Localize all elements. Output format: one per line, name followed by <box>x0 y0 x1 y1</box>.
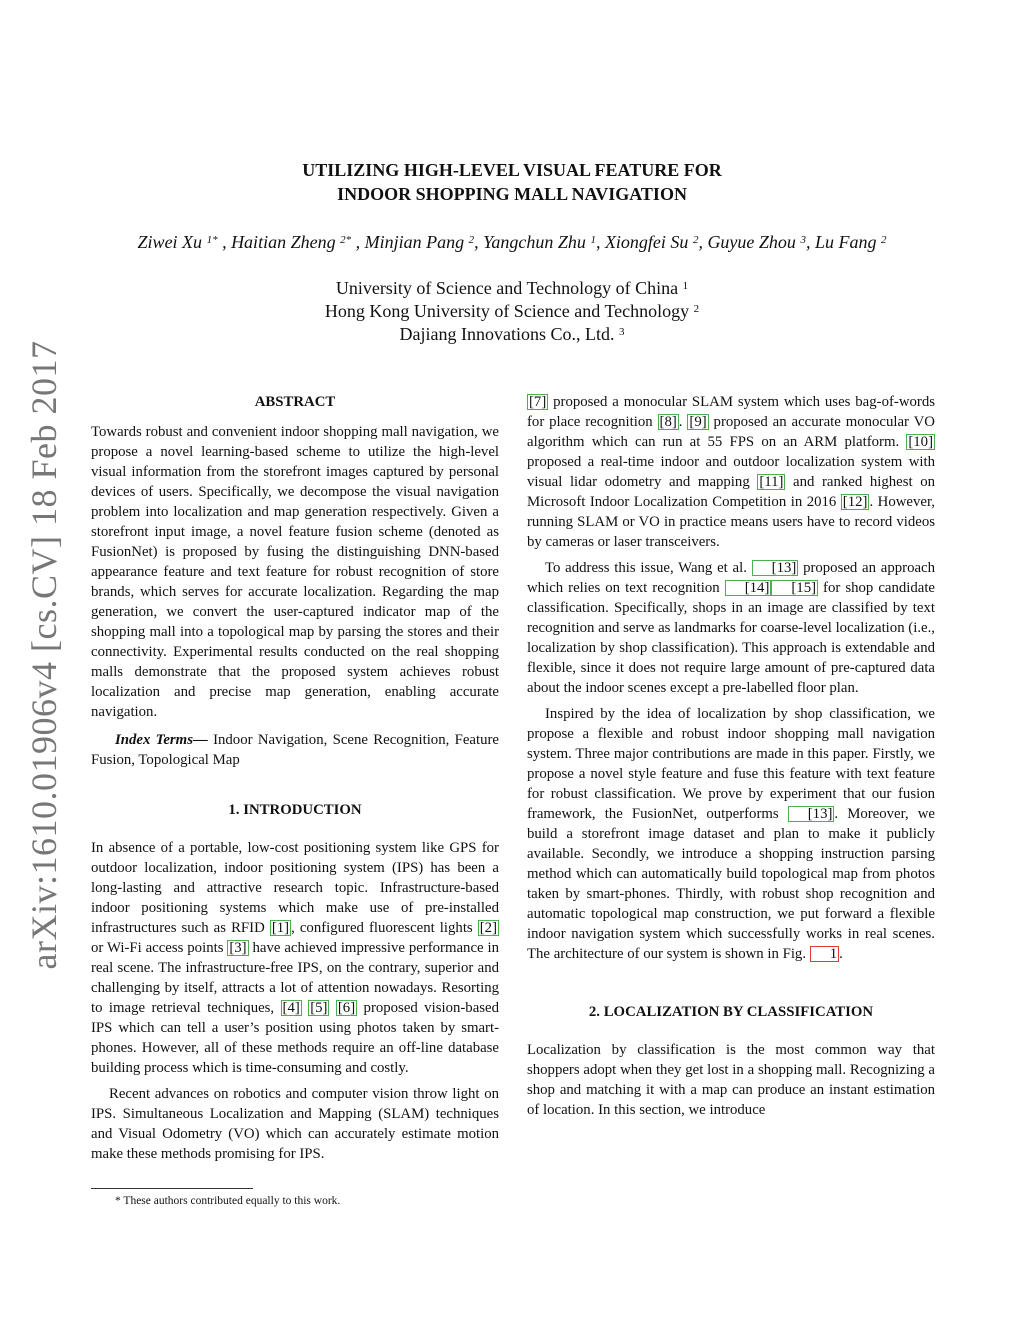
author: Haitian Zheng $^{2*}$ , <box>231 232 365 252</box>
footnote <box>91 1188 499 1207</box>
figure-link[interactable]: 1 <box>810 946 839 962</box>
index-terms-list: Indoor Navigation, Scene Recognition, Feature Fusion, Topological Map <box>91 732 499 768</box>
author: Ziwei Xu $^{1*}$ , <box>137 232 232 252</box>
affiliation: Hong Kong University of Science and Technology $^2$ <box>324 301 700 321</box>
author: Yangchun Zhu $^1$, <box>483 232 605 252</box>
author: Lu Fang $^2$ <box>814 232 887 252</box>
intro-paragraph-3: To address this issue, Wang et al. [13] proposed an approach which relies on text recognition [14] [15] for shop candidate classification. Specifically, shops in an image are classified by text recognition and serve as landmarks for coarse-level localization (i.e., localization by shop classification). This approach is extendable and flexible, since it does not require large amount of pre-captured data about the indoor scenes except a pre-labelled floor plan. <box>527 560 936 696</box>
title-line-2: INDOOR SHOPPING MALL NAVIGATION <box>337 184 687 204</box>
localization-paragraph: Localization by classification is the most common way that shoppers adopt when they get lost in a shopping mall. Recognizing a shop and matching it with a map can produce an instant estimation of location. In this section, we introduce <box>527 1042 935 1118</box>
author-list <box>0 230 1024 254</box>
paper-title <box>0 158 1024 206</box>
citation-link[interactable]: [8] <box>659 414 677 430</box>
citation-link[interactable]: [6] <box>337 1000 356 1016</box>
index-terms <box>91 730 499 770</box>
citation-link[interactable]: [3] <box>229 940 247 956</box>
citation-link[interactable]: [5] <box>310 1000 328 1016</box>
intro-paragraph-1: In absence of a portable, low-cost positioning system like GPS for outdoor localization, indoor positioning system (IPS) has been a long-lasting and attractive research topic. Infrastructure-based indoor positioning systems which make use of pre-installed infrastructures such as RFID [1] , configured fluorescent lights [2] or Wi-Fi access points [3] have achieved impressive performance in real scene. The infrastructure-free IPS, on the contrary, superior and challenging by itself, attracts a lot of attention nowadays. Resorting to image retrieval techniques, [4] [5] [6] proposed vision-based IPS which can tell a user’s position using photos taken by smart-phones. However, all of these methods require an off-line database building process which is time-consuming and costly. <box>91 840 499 1076</box>
index-terms-label: Index Terms— <box>115 732 208 748</box>
right-column <box>527 392 935 1120</box>
affiliation: University of Science and Technology of China $^1$ <box>335 278 689 298</box>
citation-link[interactable]: [4] <box>282 1000 300 1016</box>
arxiv-identifier <box>24 340 64 970</box>
author: Guyue Zhou $^3$, <box>707 232 815 252</box>
citation-link[interactable]: [1] <box>271 920 290 936</box>
localization-heading: 2. LOCALIZATION BY CLASSIFICATION <box>588 1004 874 1020</box>
citation-link[interactable]: [14] <box>725 580 772 596</box>
citation-link[interactable]: [15] <box>771 580 818 596</box>
title-line-1: UTILIZING HIGH-LEVEL VISUAL FEATURE FOR <box>302 160 722 180</box>
citation-link[interactable]: [13] <box>752 560 799 576</box>
intro-paragraph-2-start: Recent advances on robotics and computer vision throw light on IPS. Simultaneous Localization and Mapping (SLAM) techniques and Visual Odometry (VO) which can accurately estimate motion make these methods promising for IPS. <box>91 1086 499 1162</box>
citation-link[interactable]: [10] <box>908 434 933 450</box>
citation-link[interactable]: [2] <box>479 920 498 936</box>
footnote-divider <box>91 1188 253 1189</box>
citation-link[interactable]: [12] <box>842 494 868 510</box>
citation-link[interactable]: [13] <box>788 806 835 822</box>
citation-link[interactable]: [11] <box>759 474 784 490</box>
citation-link[interactable]: [9] <box>689 414 707 430</box>
arxiv-identifier-text: arXiv:1610.01906v4 [cs.CV] 18 Feb 2017 <box>24 340 64 970</box>
intro-paragraph-4: Inspired by the idea of localization by shop classification, we propose a flexible and robust indoor shopping mall navigation system. Three major contributions are made in this paper. Firstly, we propose a novel style feature and fuse this feature with text feature for robust classification. We prove by experiment that our fusion framework, the FusionNet, outperforms [13] . Moreover, we build a storefront image dataset and plan to make it publicly available. Secondly, we introduce a shopping instruction parsing method which can automatically build topological map from photos taken by smart-phones. Thirdly, with robust shop recognition and automatic topological map construction, we put forward a flexible indoor navigation system which successfully works in real scenes. The architecture of our system is shown in Fig. 1 . <box>527 706 935 962</box>
abstract-text: Towards robust and convenient indoor shopping mall navigation, we propose a novel learning-based scheme to utilize the high-level visual information from the storefront images captured by personal devices of users. Specifically, we decompose the visual navigation problem into localization and map generation respectively. Given a storefront input image, a novel feature fusion scheme (denoted as FusionNet) is proposed by fusing the distinguishing DNN-based appearance feature and text feature for robust recognition of store brands, which serves for accurate localization. Regarding the map generation, we convert the user-captured indicator map of the shopping mall into a topological map by parsing the stores and their connectivity. Experimental results conducted on the real shopping malls demonstrate that the proposed system achieves robust localization and precise map generation, enabling accurate navigation. <box>91 424 499 720</box>
author: Xiongfei Su $^2$, <box>604 232 708 252</box>
intro-paragraph-2-continued: [7] proposed a monocular SLAM system which uses bag-of-words for place recognition [8] . [9] proposed an accurate monocular VO algorithm which can run at 55 FPS on an ARM platform. [10] proposed a real-time indoor and outdoor localization system with visual lidar odometry and mapping [11] and ranked highest on Microsoft Indoor Localization Competition in 2016 [12] . However, running SLAM or VO in practice means users have to record videos by cameras or laser transceivers. <box>527 394 936 550</box>
affiliation: Dajiang Innovations Co., Ltd. $^3$ <box>399 324 625 344</box>
left-column <box>91 392 499 1164</box>
abstract-heading: ABSTRACT <box>254 394 336 410</box>
citation-link[interactable]: [7] <box>529 394 547 410</box>
footnote-text: * These authors contributed equally to this work. <box>115 1195 341 1207</box>
author: Minjian Pang $^2$, <box>364 232 484 252</box>
affiliation-list <box>0 277 1024 346</box>
introduction-heading: 1. INTRODUCTION <box>228 802 362 818</box>
